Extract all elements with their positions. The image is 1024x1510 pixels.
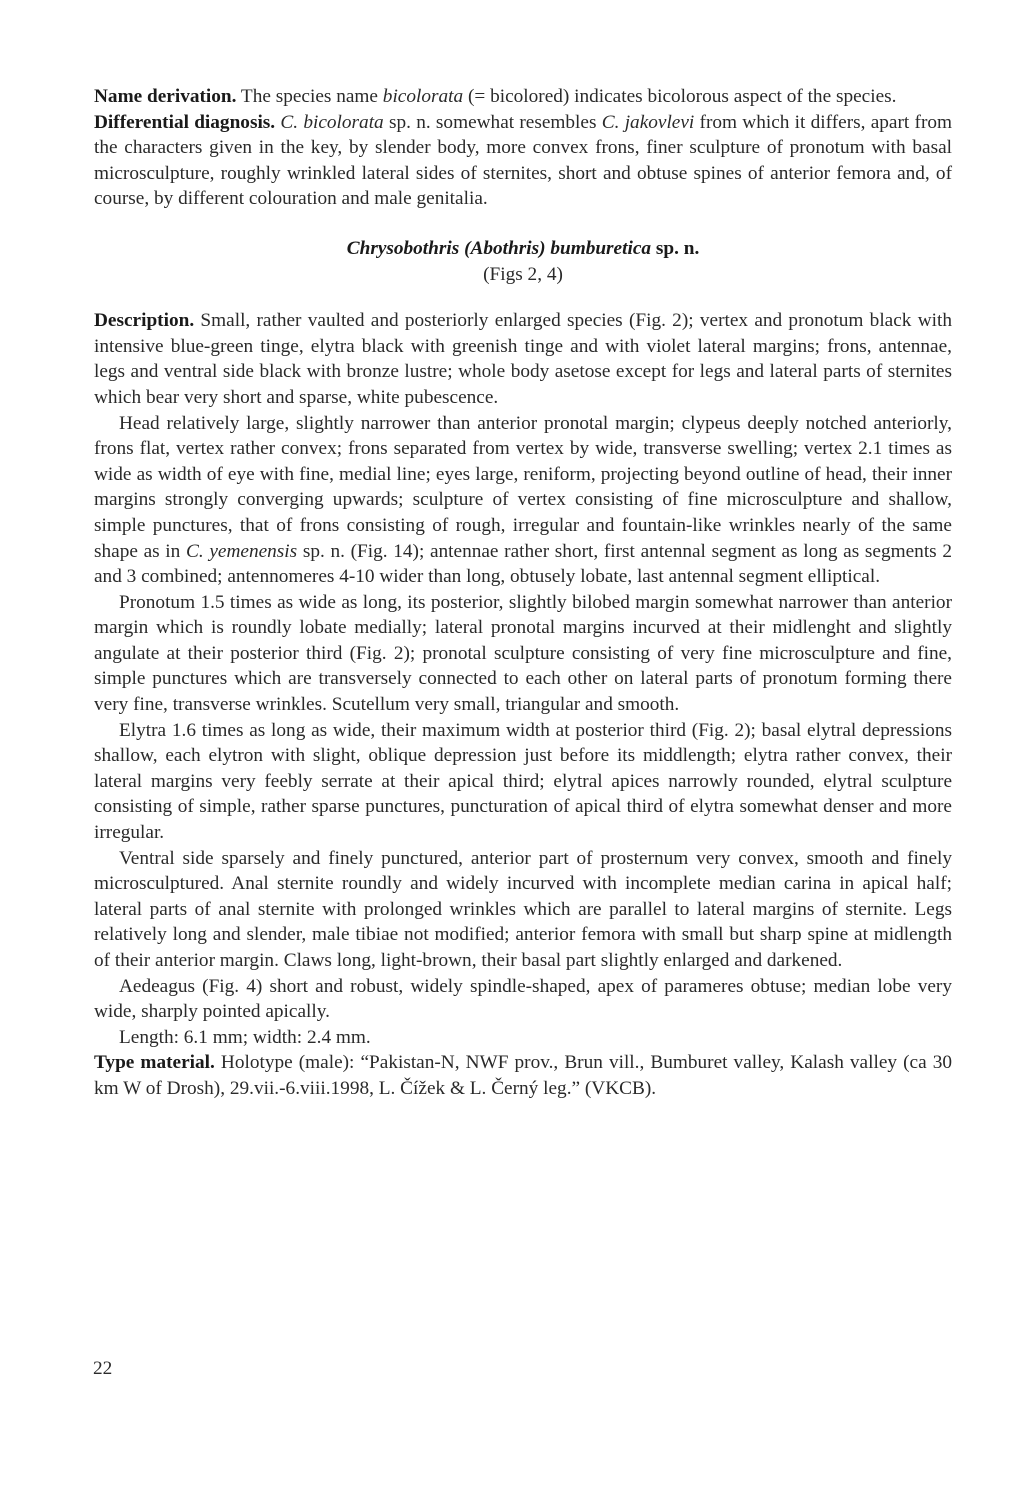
text-run: sp. n. somewhat resembles <box>383 111 602 133</box>
species-name: C. jakovlevi <box>601 111 695 133</box>
text-run: Holotype (male): “Pakistan-N, NWF prov., Brun vill., Bumburet valley, Kalash valley (ca 30 km W of Drosh), 29.vii.-6.viii.1998, L. Čížek & L. Černý leg.” (VKCB). <box>94 1052 952 1099</box>
text-run: Small, rather vaulted and posteriorly enlarged species (Fig. 2); vertex and pronotum black with intensive blue-green tinge, elytra black with greenish tinge and with violet lateral margins; frons, antennae, legs and ventral side black with bronze lustre; whole body asetose except for legs and lateral parts of sternites which bear very short and sparse, white pubescence. <box>94 310 952 408</box>
genus-name: Chrysobothris <box>346 237 460 259</box>
species-epithet: bicolorata <box>382 86 464 107</box>
aedeagus-paragraph: Aedeagus (Fig. 4) short and robust, widely spindle-shaped, apex of parameres obtuse; median lobe very wide, sharply pointed apically. <box>94 975 952 1023</box>
text-run: sp. n. (Fig. 14); antennae rather short, first antennal segment as long as segments 2 and 3 combined; antennomeres 4-10 wider than long, obtusely lobate, last antennal segment elliptical. <box>94 540 952 588</box>
species-title <box>94 236 952 262</box>
type-material-paragraph <box>94 1050 952 1101</box>
description-heading: Description. <box>94 310 195 332</box>
body-text <box>94 84 952 1102</box>
ventral-paragraph: Ventral side sparsely and finely punctured, anterior part of prosternum very convex, smooth and finely microsculptured. Anal sternite roundly and widely incurved with incomplete median carina in apical half; lateral parts of anal sternite with prolonged wrinkles which are parallel to lateral margins of sternite. Legs relatively long and slender, male tibiae not modified; anterior femora with small but sharp spine at midlength of their anterior margin. Claws long, light-brown, their basal part slightly enlarged and darkened. <box>94 847 952 971</box>
text-run: The species name <box>236 86 383 107</box>
text-run: (= bicolored) indicates bicolorous aspect of the species. <box>463 86 897 107</box>
length-paragraph: Length: 6.1 mm; width: 2.4 mm. <box>119 1026 371 1048</box>
differential-diagnosis-paragraph <box>94 110 952 212</box>
species-epithet: bumburetica <box>550 237 652 259</box>
subgenus-name: (Abothris) <box>459 237 551 259</box>
species-suffix: sp. n. <box>651 237 700 259</box>
type-material-heading: Type material. <box>94 1052 215 1074</box>
figure-reference: (Figs 2, 4) <box>483 263 563 285</box>
name-derivation-heading: Name derivation. <box>94 86 237 107</box>
head-paragraph <box>94 411 952 590</box>
species-name: C. yemenensis <box>185 540 298 562</box>
name-derivation-paragraph <box>94 84 952 110</box>
species-name: C. bicolorata <box>280 111 384 133</box>
differential-diagnosis-heading: Differential diagnosis. <box>94 111 276 133</box>
elytra-paragraph: Elytra 1.6 times as long as wide, their maximum width at posterior third (Fig. 2); basal elytral depressions shallow, each elytron with slight, oblique depression just before its middlength; elytra rather convex, their lateral margins very feebly serrate at their apical third; elytral apices narrowly rounded, elytral sculpture consisting of simple, rather sparse punctures, puncturation of apical third of elytra somewhat denser and more irregular. <box>94 719 952 844</box>
description-paragraph <box>94 308 952 410</box>
text-run: from which it differs, apart from the characters given in the key, by slender body, more convex frons, finer sculpture of pronotum with basal microsculpture, roughly wrinkled lateral sides of sternites, short and obtuse spines of anterior femora and, of course, by different colouration and male genitalia. <box>94 111 952 210</box>
page-number: 22 <box>93 1358 113 1379</box>
text-run: Head relatively large, slightly narrower than anterior pronotal margin; clypeus deeply notched anteriorly, frons flat, vertex rather convex; frons separated from vertex by wide, transverse swelling; vertex 2.1 times as wide as width of eye with fine, medial line; eyes large, reniform, projecting beyond outline of head, their inner margins strongly converging upwards; sculpture of vertex consisting of fine microsculpture and shallow, simple punctures, that of frons consisting of rough, irregular and fountain-like wrinkles nearly of the same shape as in <box>94 412 952 562</box>
pronotum-paragraph: Pronotum 1.5 times as wide as long, its posterior, slightly bilobed margin somewhat narrower than anterior margin which is roundly lobate medially; lateral pronotal margins incurved at their midlenght and slightly angulate at their posterior third (Fig. 2); pronotal sculpture consisting of very fine microsculpture and fine, simple punctures which are transversely connected to each other on lateral parts of pronotum forming there very fine, transverse wrinkles. Scutellum very small, triangular and smooth. <box>94 591 952 716</box>
